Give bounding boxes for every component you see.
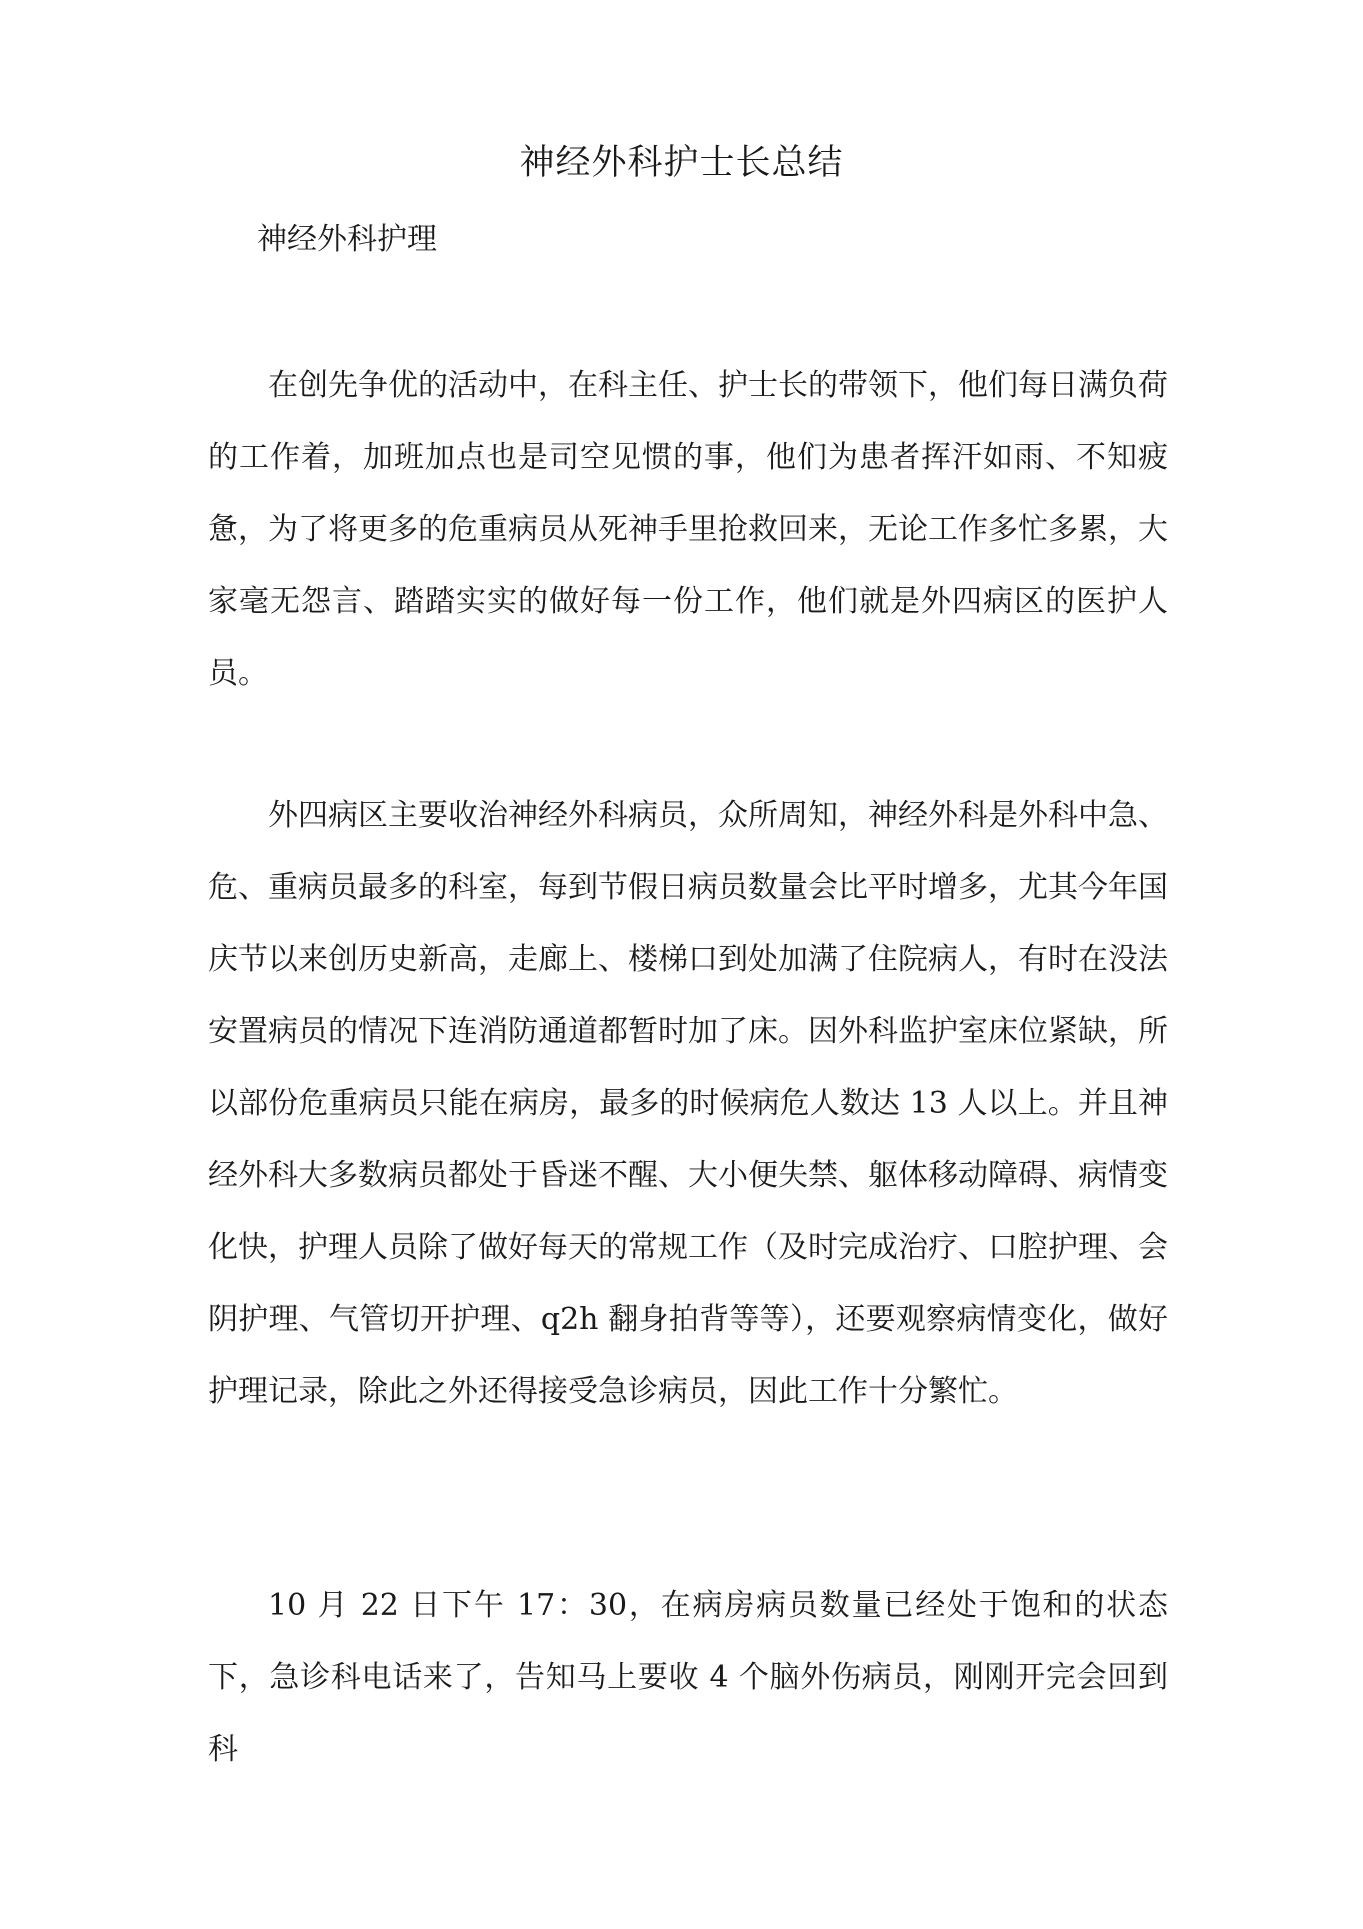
- document-subtitle: 神经外科护理: [257, 222, 437, 257]
- paragraph-2: 外四病区主要收治神经外科病员，众所周知，神经外科是外科中急、危、重病员最多的科室，每到节假日病员数量会比平时增多，尤其今年国庆节以来创历史新高，走廊上、楼梯口到处加满了住院病人，有时在没法安置病员的情况下连消防通道都暂时加了床。因外科监护室床位紧缺，所以部份危重病员只能在病房，最多的时候病危人数达 13 人以上。并且神经外科大多数病员都处于昏迷不醒、大小便失禁、躯体移动障碍、病情变化快，护理人员除了做好每天的常规工作（及时完成治疗、口腔护理、会阴护理、气管切开护理、q2h 翻身拍背等等），还要观察病情变化，做好护理记录，除此之外还得接受急诊病员，因此工作十分繁忙。: [208, 798, 1168, 1409]
- paragraph-1: 在创先争优的活动中，在科主任、护士长的带领下，他们每日满负荷的工作着，加班加点也是司空见惯的事，他们为患者挥汗如雨、不知疲惫，为了将更多的危重病员从死神手里抢救回来，无论工作多忙多累，大家毫无怨言、踏踏实实的做好每一份工作，他们就是外四病区的医护人员。: [208, 368, 1168, 691]
- document-title: 神经外科护士长总结: [519, 143, 844, 183]
- paragraph-3: 10 月 22 日下午 17：30，在病房病员数量已经处于饱和的状态下，急诊科电话来了，告知马上要收 4 个脑外伤病员，刚刚开完会回到科: [208, 1588, 1168, 1767]
